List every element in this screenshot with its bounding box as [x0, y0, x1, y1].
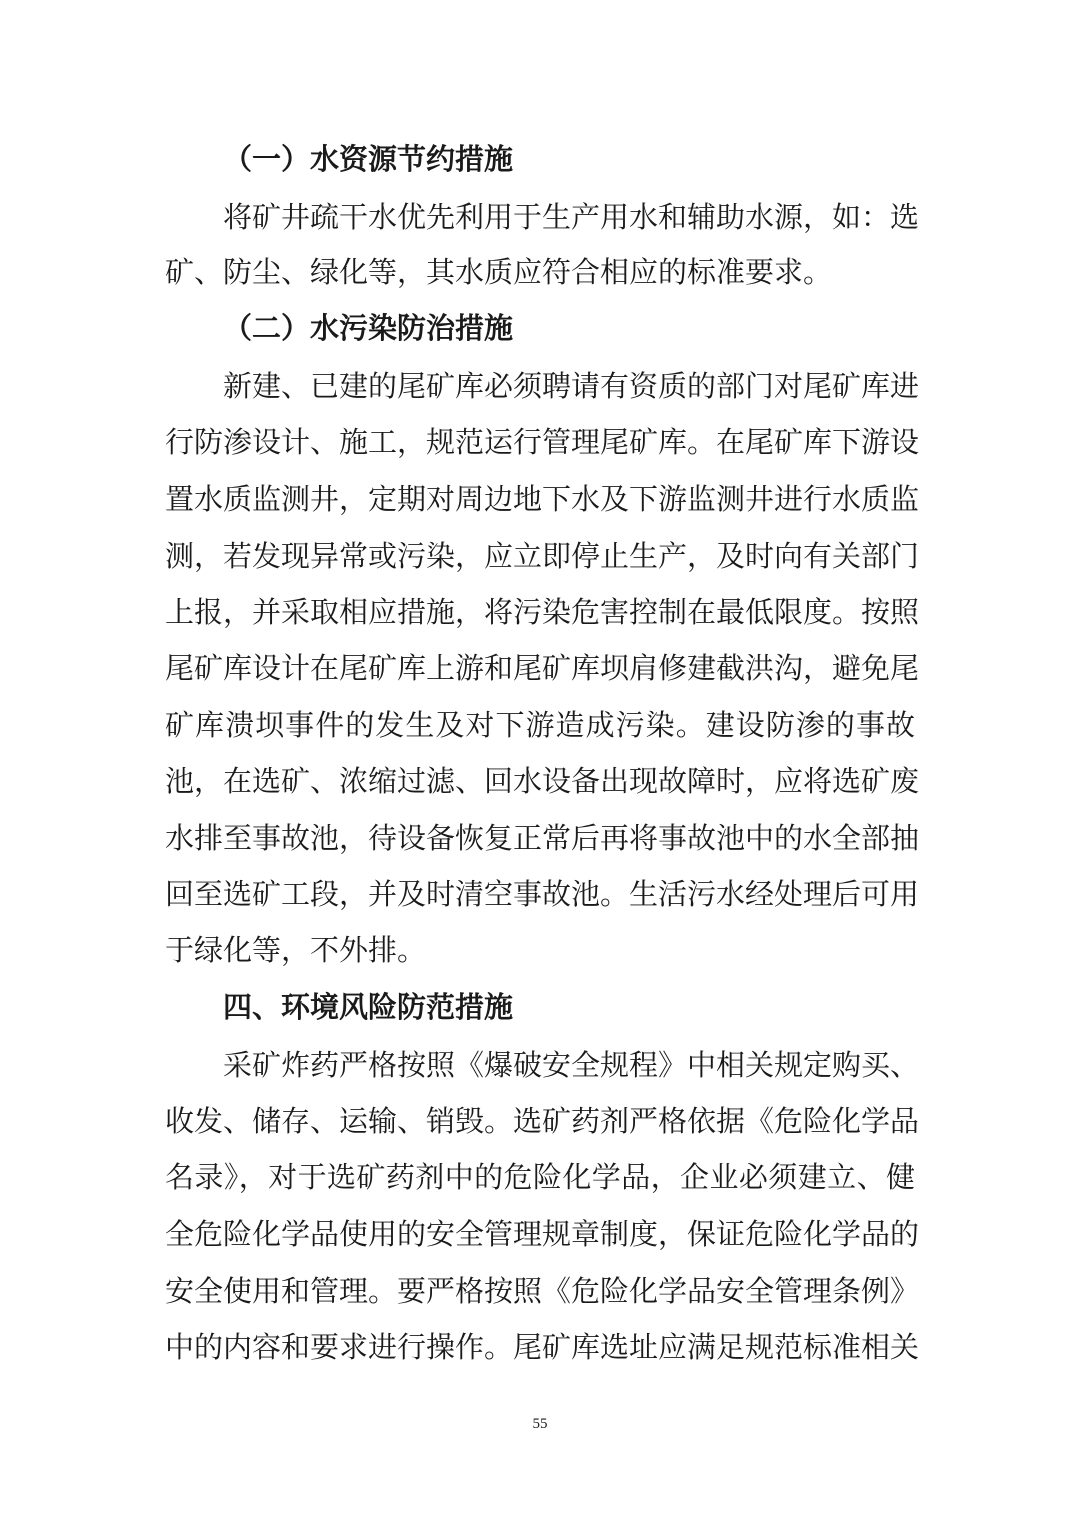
paragraph-line: 置水质监测井，定期对周边地下水及下游监测井进行水质监	[165, 482, 920, 516]
paragraph-line: 全危险化学品使用的安全管理规章制度，保证危险化学品的	[165, 1217, 920, 1251]
paragraph-line: 测，若发现异常或污染，应立即停止生产，及时向有关部门	[165, 539, 920, 573]
paragraph-line: 矿、防尘、绿化等，其水质应符合相应的标准要求。	[165, 255, 833, 289]
paragraph-line: 采矿炸药严格按照《爆破安全规程》中相关规定购买、	[223, 1048, 920, 1082]
paragraph-line: 行防渗设计、施工，规范运行管理尾矿库。在尾矿库下游设	[165, 425, 920, 459]
paragraph-line: 矿库溃坝事件的发生及对下游造成污染。建设防渗的事故	[165, 708, 915, 742]
section-heading-water-saving: （一）水资源节约措施	[223, 142, 514, 176]
paragraph-line: 将矿井疏干水优先利用于生产用水和辅助水源，如：选	[223, 200, 920, 234]
paragraph-line: 于绿化等，不外排。	[165, 933, 427, 967]
paragraph-line: 新建、已建的尾矿库必须聘请有资质的部门对尾矿库进	[223, 369, 920, 403]
section-heading-environmental-risk: 四、环境风险防范措施	[223, 990, 514, 1024]
paragraph-line: 收发、储存、运输、销毁。选矿药剂严格依据《危险化学品	[165, 1104, 920, 1138]
section-heading-water-pollution: （二）水污染防治措施	[223, 311, 514, 345]
paragraph-line: 回至选矿工段，并及时清空事故池。生活污水经处理后可用	[165, 877, 920, 911]
paragraph-line: 尾矿库设计在尾矿库上游和尾矿库坝肩修建截洪沟，避免尾	[165, 651, 920, 685]
paragraph-line: 名录》，对于选矿药剂中的危险化学品，企业必须建立、健	[165, 1160, 915, 1194]
page-number: 55	[532, 1416, 548, 1432]
paragraph-line: 池，在选矿、浓缩过滤、回水设备出现故障时，应将选矿废	[165, 764, 920, 798]
paragraph-line: 水排至事故池，待设备恢复正常后再将事故池中的水全部抽	[165, 821, 920, 855]
paragraph-line: 上报，并采取相应措施，将污染危害控制在最低限度。按照	[165, 595, 920, 629]
paragraph-line: 中的内容和要求进行操作。尾矿库选址应满足规范标准相关	[165, 1330, 920, 1364]
paragraph-line: 安全使用和管理。要严格按照《危险化学品安全管理条例》	[165, 1274, 920, 1308]
